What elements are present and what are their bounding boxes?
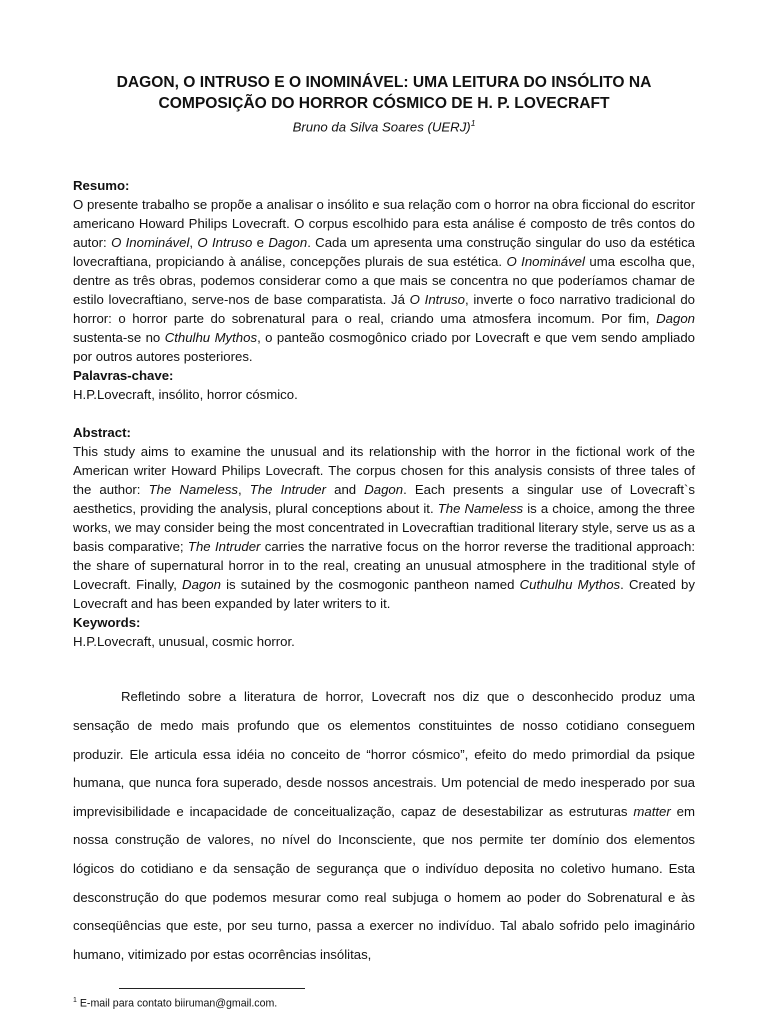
abstract-text xyxy=(73,442,695,613)
resumo-text xyxy=(73,195,695,366)
author-line xyxy=(73,114,695,136)
footnote-divider xyxy=(119,988,305,989)
footnote-text: E-mail para contato biiruman@gmail.com. xyxy=(76,997,278,1010)
keywords-text: H.P.Lovecraft, unusual, cosmic horror. xyxy=(73,634,295,650)
abstract-text-part: . Each presents a singular use of Lovecraft`s aesthetics, providing the analysis, plural conceptions about it. xyxy=(73,482,695,517)
abstract-text-part: This study aims to examine the unusual and its relationship with the horror in the fictional work of the American writer Howard Philips Lovecraft. The corpus chosen for this analysis consists of three tales of the author: xyxy=(73,444,695,498)
emphasis-word: matter xyxy=(633,803,671,819)
work-title: The Intruder xyxy=(249,482,327,498)
work-title: Cthulhu Mythos xyxy=(164,330,258,346)
body-text-part: Refletindo sobre a literatura de horror, Lovecraft nos diz que o desconhecido produz uma sensação de medo mais profundo que os elementos constituintes de nosso cotidiano conseguem produzir. Ele articula essa idéia no conceito de “horror cósmico”, efeito do medo primordial da psique humana, que nunca fora superado, desde nossos ancestrais. Um potencial de medo inesperado por sua imprevisibilidade e incapacidade de conceitualização, capaz de desestabilizar as estruturas xyxy=(73,689,695,819)
resumo-text-part: O presente trabalho se propõe a analisar o insólito e sua relação com o horror na obra ficcional do escritor americano Howard Philips Lovecraft. O corpus escolhido para esta análise é composto de três contos do autor: xyxy=(73,197,695,251)
resumo-text-part: e xyxy=(252,235,269,251)
abstract-text-part: is sutained by the cosmogonic pantheon named xyxy=(220,577,520,593)
keywords-heading: Keywords: xyxy=(73,615,141,631)
abstract-text-part: , xyxy=(238,482,250,498)
resumo-heading: Resumo: xyxy=(73,178,130,194)
abstract-text-part: carries the narrative focus on the horror reverse the traditional approach: the share of supernatural horror in to the real, creating an unusual atmosphere in the traditional style of Lovecraft. Finally, xyxy=(73,539,695,593)
palavras-chave-text: H.P.Lovecraft, insólito, horror cósmico. xyxy=(73,387,298,403)
resumo-text-part: sustenta-se no xyxy=(73,330,165,346)
author-footnote-mark: 1 xyxy=(470,118,476,128)
work-title: Dagon xyxy=(182,577,221,593)
resumo-text-part: , xyxy=(189,235,198,251)
work-title: O Intruso xyxy=(409,292,465,308)
title-line-2: COMPOSIÇÃO DO HORROR CÓSMICO DE H. P. LOVECRAFT xyxy=(158,95,610,112)
work-title: Dagon xyxy=(364,482,404,498)
work-title: O Intruso xyxy=(197,235,253,251)
footnote xyxy=(73,994,277,1011)
paper-page xyxy=(73,72,695,969)
abstract-text-part: is a choice, among the three works, we may consider being the most concentrated in Lovecraftian traditional literary style, serve us as a basis comparative; xyxy=(73,501,695,555)
work-title: The Intruder xyxy=(187,539,261,555)
work-title: Dagon xyxy=(268,235,308,251)
work-title: Dagon xyxy=(656,311,695,327)
author-name: Bruno da Silva Soares (UERJ) xyxy=(292,119,471,135)
resumo-text-part: , o panteão cosmogônico criado por Lovecraft e que vem sendo ampliado por outros autores posteriores. xyxy=(73,330,696,365)
body-text-part: em nossa construção de valores, no nível do Inconsciente, que nos permite ter domínio dos elementos lógicos do cotidiano e da sensação de segurança que o indivíduo deposita no coletivo humano. Esta desconstrução do que podemos mesurar como real subjuga o homem ao poder do Sobrenatural e às conseqüências que este, por seu turno, passa a exercer no indivíduo. Tal abalo sofrido pelo imaginário humano, vitimizado por estas ocorrências insólitas, xyxy=(73,803,695,962)
work-title: The Nameless xyxy=(437,501,524,517)
footnote-mark: 1 xyxy=(73,997,77,1004)
palavras-chave-heading: Palavras-chave: xyxy=(73,368,174,384)
body-paragraph xyxy=(73,683,695,969)
resumo-text-part: uma escolha que, dentre as três obras, podemos considerar como a que mais se concentra no que poderíamos chamar de estilo lovecraftiano, serve-nos de base comparatista. Já xyxy=(73,254,695,308)
work-title: Cuthulhu Mythos xyxy=(519,577,621,593)
abstract-text-part: . Created by Lovecraft and has been expanded by later writers to it. xyxy=(73,577,695,612)
paper-title xyxy=(73,72,695,114)
abstract-text-part: and xyxy=(326,482,365,498)
resumo-text-part: , inverte o foco narrativo tradicional do horror: o horror parte do sobrenatural para o real, criando uma atmosfera incomum. Por fim, xyxy=(73,292,695,327)
resumo-text-part: . Cada um apresenta uma construção singular do uso da estética lovecraftiana, propiciando à análise, concepções plurais de sua estética. xyxy=(73,235,695,270)
work-title: The Nameless xyxy=(148,482,239,498)
work-title: O Inominável xyxy=(506,254,585,270)
work-title: O Inominável xyxy=(111,235,190,251)
title-line-1: DAGON, O INTRUSO E O INOMINÁVEL: UMA LEITURA DO INSÓLITO NA xyxy=(116,74,652,91)
abstract-heading: Abstract: xyxy=(73,425,131,441)
